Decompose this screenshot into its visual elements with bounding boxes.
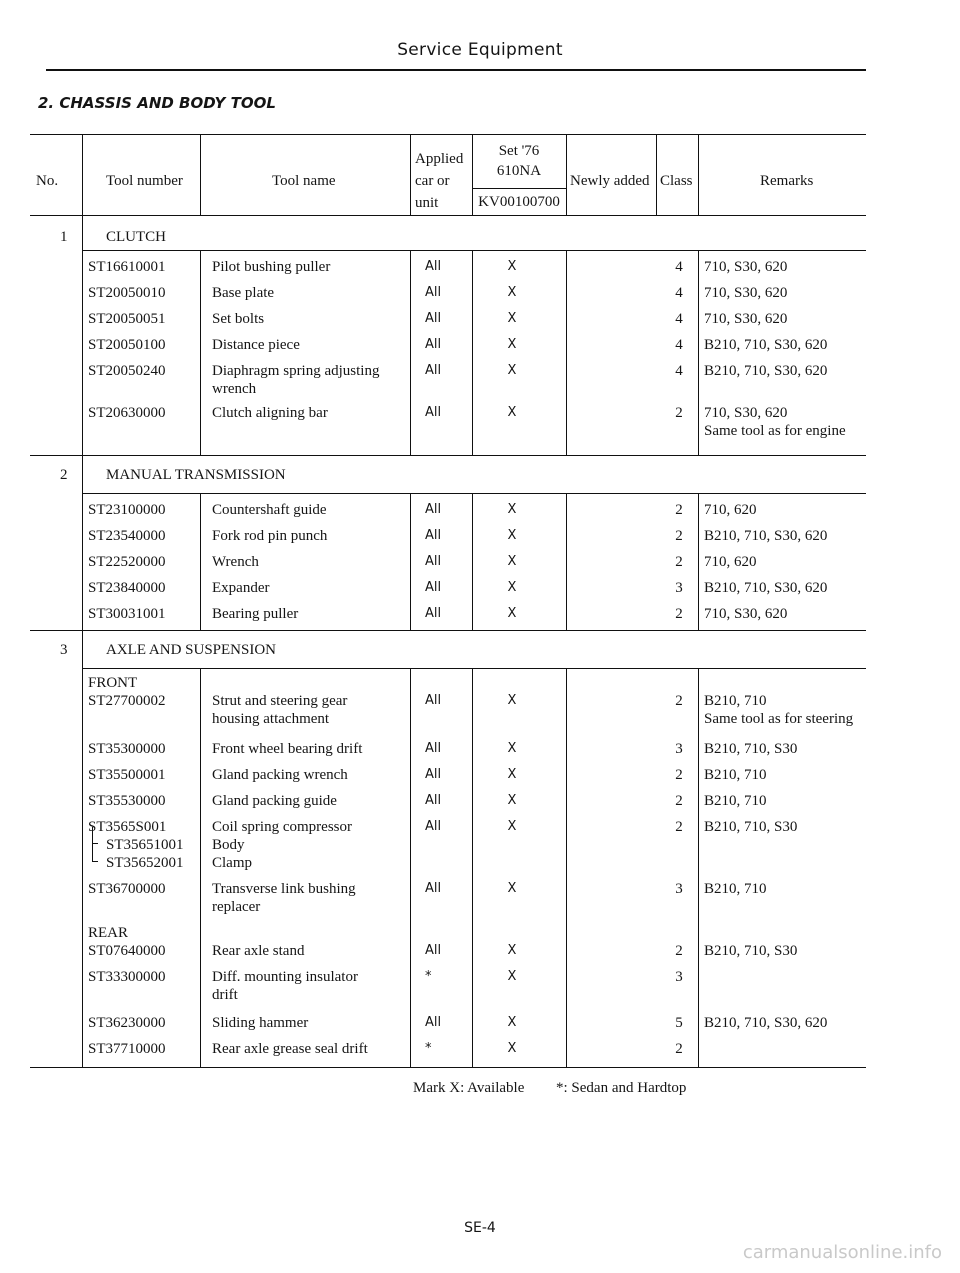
tool-name-cell: Transverse link bushing	[212, 881, 356, 897]
remarks-cell: B210, 710, S30	[704, 819, 798, 835]
col-rule-set-header	[566, 134, 567, 215]
class-cell: 4	[675, 363, 683, 379]
availability-cell: X	[507, 580, 517, 595]
class-cell: 5	[675, 1015, 683, 1031]
availability-cell: X	[507, 767, 517, 782]
class-cell: 2	[675, 767, 683, 783]
tool-name-cell: Rear axle stand	[212, 943, 305, 959]
component-tree-branch	[92, 843, 98, 844]
remarks-cell: 710, S30, 620	[704, 285, 788, 301]
col-rule-num-g3	[200, 668, 201, 1067]
col-header-applied-line1: Applied	[415, 151, 464, 167]
col-header-applied-line2: car or	[415, 173, 450, 189]
tool-number-cell: ST35652001	[106, 855, 184, 871]
col-rule-class-g3	[698, 668, 699, 1067]
class-cell: 4	[675, 311, 683, 327]
legend-asterisk: *: Sedan and Hardtop	[556, 1080, 687, 1096]
availability-cell: X	[507, 969, 517, 984]
remarks-cell: 710, 620	[704, 554, 757, 570]
table-top-rule	[30, 134, 866, 135]
remarks-cell: B210, 710, S30, 620	[704, 580, 828, 596]
tool-name-cell: Bearing puller	[212, 606, 299, 622]
remarks-cell: 710, 620	[704, 502, 757, 518]
col-rule-num-g2	[200, 493, 201, 630]
tool-name-cell: Body	[212, 837, 245, 853]
availability-cell: X	[507, 337, 517, 352]
remarks-cell: 710, S30, 620	[704, 405, 788, 421]
tool-name-cell: Clamp	[212, 855, 252, 871]
col-header-tool-name: Tool name	[272, 173, 336, 189]
page-header-title: Service Equipment	[397, 40, 563, 60]
applied-cell: All	[425, 528, 442, 543]
availability-cell: X	[507, 881, 517, 896]
tool-number-cell: ST20050240	[88, 363, 166, 379]
group-2-end-rule	[30, 630, 866, 631]
applied-cell: All	[425, 606, 442, 621]
tool-name-cell: Pilot bushing puller	[212, 259, 331, 275]
tool-number-cell: ST23540000	[88, 528, 166, 544]
applied-cell: All	[425, 793, 442, 808]
class-cell: 2	[675, 554, 683, 570]
tool-name-cell: Expander	[212, 580, 270, 596]
col-header-set-code: KV00100700	[478, 194, 560, 210]
group-name: CLUTCH	[106, 229, 166, 245]
tool-number-cell: ST3565S001	[88, 819, 167, 835]
applied-cell: All	[425, 943, 442, 958]
remarks-cell: 710, S30, 620	[704, 311, 788, 327]
col-rule-set-g3	[566, 668, 567, 1067]
tool-number-cell: ST23100000	[88, 502, 166, 518]
remarks-cell: B210, 710	[704, 793, 767, 809]
col-rule-class-header	[698, 134, 699, 215]
availability-cell: X	[507, 819, 517, 834]
col-rule-num-header	[200, 134, 201, 215]
col-header-set-line2: 610NA	[496, 163, 542, 179]
applied-cell: *	[425, 969, 432, 984]
tool-name-cell: Front wheel bearing drift	[212, 741, 363, 757]
col-rule-name-g3	[410, 668, 411, 1067]
remarks-cell: B210, 710, S30, 620	[704, 337, 828, 353]
tool-number-cell: ST07640000	[88, 943, 166, 959]
class-cell: 2	[675, 943, 683, 959]
tool-name-cell: Distance piece	[212, 337, 300, 353]
class-cell: 4	[675, 337, 683, 353]
class-cell: 3	[675, 741, 683, 757]
class-cell: 3	[675, 580, 683, 596]
group-name: MANUAL TRANSMISSION	[106, 467, 286, 483]
availability-cell: X	[507, 502, 517, 517]
tool-name-cell: wrench	[212, 381, 257, 397]
availability-cell: X	[507, 606, 517, 621]
tool-name-cell: Coil spring compressor	[212, 819, 352, 835]
tool-number-cell: ST20050051	[88, 311, 166, 327]
availability-cell: X	[507, 528, 517, 543]
applied-cell: All	[425, 819, 442, 834]
remarks-cell: B210, 710	[704, 693, 767, 709]
applied-cell: All	[425, 580, 442, 595]
remarks-cell: Same tool as for engine	[704, 423, 846, 439]
tool-name-cell: Set bolts	[212, 311, 265, 327]
availability-cell: X	[507, 363, 517, 378]
tool-number-cell: ST16610001	[88, 259, 166, 275]
tool-name-cell: Gland packing guide	[212, 793, 337, 809]
col-header-set-line1: Set '76	[498, 143, 540, 159]
col-rule-num-g1	[200, 250, 201, 455]
remarks-cell: B210, 710	[704, 881, 767, 897]
tool-number-cell: ST20630000	[88, 405, 166, 421]
col-rule-newly-header	[656, 134, 657, 215]
tool-name-cell: Clutch aligning bar	[212, 405, 328, 421]
applied-cell: All	[425, 311, 442, 326]
availability-cell: X	[507, 405, 517, 420]
remarks-cell: B210, 710, S30	[704, 943, 798, 959]
tool-name-cell: Base plate	[212, 285, 275, 301]
tool-number-cell: ST37710000	[88, 1041, 166, 1057]
group-1-end-rule	[30, 455, 866, 456]
tool-name-cell: Diaphragm spring adjusting	[212, 363, 380, 379]
applied-cell: All	[425, 881, 442, 896]
tool-name-cell: drift	[212, 987, 238, 1003]
col-rule-set-g2	[566, 493, 567, 630]
tool-number-cell: ST23840000	[88, 580, 166, 596]
applied-cell: All	[425, 405, 442, 420]
class-cell: 4	[675, 259, 683, 275]
applied-cell: All	[425, 502, 442, 517]
subgroup-label-rear: REAR	[88, 925, 129, 941]
col-header-class: Class	[660, 173, 693, 189]
applied-cell: All	[425, 363, 442, 378]
tool-number-cell: ST20050010	[88, 285, 166, 301]
tool-number-cell: ST33300000	[88, 969, 166, 985]
availability-cell: X	[507, 741, 517, 756]
col-rule-name-g1	[410, 250, 411, 455]
class-cell: 3	[675, 881, 683, 897]
page-number: SE-4	[464, 1220, 496, 1236]
class-cell: 2	[675, 819, 683, 835]
watermark: carmanualsonline.info	[742, 1242, 942, 1263]
applied-cell: All	[425, 741, 442, 756]
applied-cell: All	[425, 554, 442, 569]
remarks-cell: 710, S30, 620	[704, 606, 788, 622]
col-header-remarks: Remarks	[760, 173, 814, 189]
class-cell: 2	[675, 693, 683, 709]
availability-cell: X	[507, 259, 517, 274]
applied-cell: All	[425, 767, 442, 782]
tool-number-cell: ST27700002	[88, 693, 166, 709]
section-heading: 2. CHASSIS AND BODY TOOL	[38, 94, 276, 112]
col-rule-name-header	[410, 134, 411, 215]
remarks-cell: Same tool as for steering	[704, 711, 854, 727]
tool-name-cell: Strut and steering gear	[212, 693, 348, 709]
tool-name-cell: Countershaft guide	[212, 502, 327, 518]
group-number: 3	[60, 642, 68, 658]
class-cell: 2	[675, 606, 683, 622]
tool-number-cell: ST22520000	[88, 554, 166, 570]
tool-number-cell: ST35530000	[88, 793, 166, 809]
col-header-newly-added: Newly added	[570, 173, 650, 189]
tool-name-cell: Gland packing wrench	[212, 767, 348, 783]
class-cell: 3	[675, 969, 683, 985]
class-cell: 2	[675, 793, 683, 809]
applied-cell: All	[425, 285, 442, 300]
class-cell: 2	[675, 405, 683, 421]
header-bottom-rule	[30, 215, 866, 216]
availability-cell: X	[507, 1041, 517, 1056]
tool-number-cell: ST35651001	[106, 837, 184, 853]
applied-cell: All	[425, 259, 442, 274]
tool-number-cell: ST30031001	[88, 606, 166, 622]
col-rule-applied-g3	[472, 668, 473, 1067]
class-cell: 2	[675, 528, 683, 544]
col-header-tool-number: Tool number	[106, 173, 183, 189]
set-header-divider	[472, 188, 566, 189]
col-header-applied-line3: unit	[415, 195, 439, 211]
table-bottom-rule	[30, 1067, 866, 1068]
tool-number-cell: ST36700000	[88, 881, 166, 897]
remarks-cell: 710, S30, 620	[704, 259, 788, 275]
tool-name-cell: Diff. mounting insulator	[212, 969, 358, 985]
availability-cell: X	[507, 311, 517, 326]
header-rule	[46, 69, 866, 71]
availability-cell: X	[507, 285, 517, 300]
group-name: AXLE AND SUSPENSION	[106, 642, 277, 658]
remarks-cell: B210, 710, S30, 620	[704, 1015, 828, 1031]
applied-cell: All	[425, 1015, 442, 1030]
applied-cell: All	[425, 693, 442, 708]
availability-cell: X	[507, 793, 517, 808]
tool-number-cell: ST35300000	[88, 741, 166, 757]
tool-name-cell: replacer	[212, 899, 261, 915]
applied-cell: All	[425, 337, 442, 352]
class-cell: 2	[675, 502, 683, 518]
tool-name-cell: Rear axle grease seal drift	[212, 1041, 368, 1057]
availability-cell: X	[507, 554, 517, 569]
legend-mark-x: Mark X: Available	[413, 1080, 525, 1096]
tool-number-cell: ST20050100	[88, 337, 166, 353]
col-rule-name-g2	[410, 493, 411, 630]
component-tree-branch	[92, 861, 98, 862]
col-rule-set-g1	[566, 250, 567, 455]
remarks-cell: B210, 710	[704, 767, 767, 783]
tool-name-cell: Sliding hammer	[212, 1015, 309, 1031]
class-cell: 4	[675, 285, 683, 301]
availability-cell: X	[507, 943, 517, 958]
tool-name-cell: housing attachment	[212, 711, 330, 727]
tool-name-cell: Wrench	[212, 554, 259, 570]
tool-name-cell: Fork rod pin punch	[212, 528, 328, 544]
remarks-cell: B210, 710, S30, 620	[704, 528, 828, 544]
tool-number-cell: ST36230000	[88, 1015, 166, 1031]
group-number: 2	[60, 467, 68, 483]
subgroup-label-front: FRONT	[88, 675, 138, 691]
applied-cell: *	[425, 1041, 432, 1056]
group-number: 1	[60, 229, 68, 245]
remarks-cell: B210, 710, S30	[704, 741, 798, 757]
tool-number-cell: ST35500001	[88, 767, 166, 783]
class-cell: 2	[675, 1041, 683, 1057]
availability-cell: X	[507, 693, 517, 708]
col-header-no: No.	[36, 173, 59, 189]
remarks-cell: B210, 710, S30, 620	[704, 363, 828, 379]
availability-cell: X	[507, 1015, 517, 1030]
col-rule-no	[82, 134, 83, 1067]
